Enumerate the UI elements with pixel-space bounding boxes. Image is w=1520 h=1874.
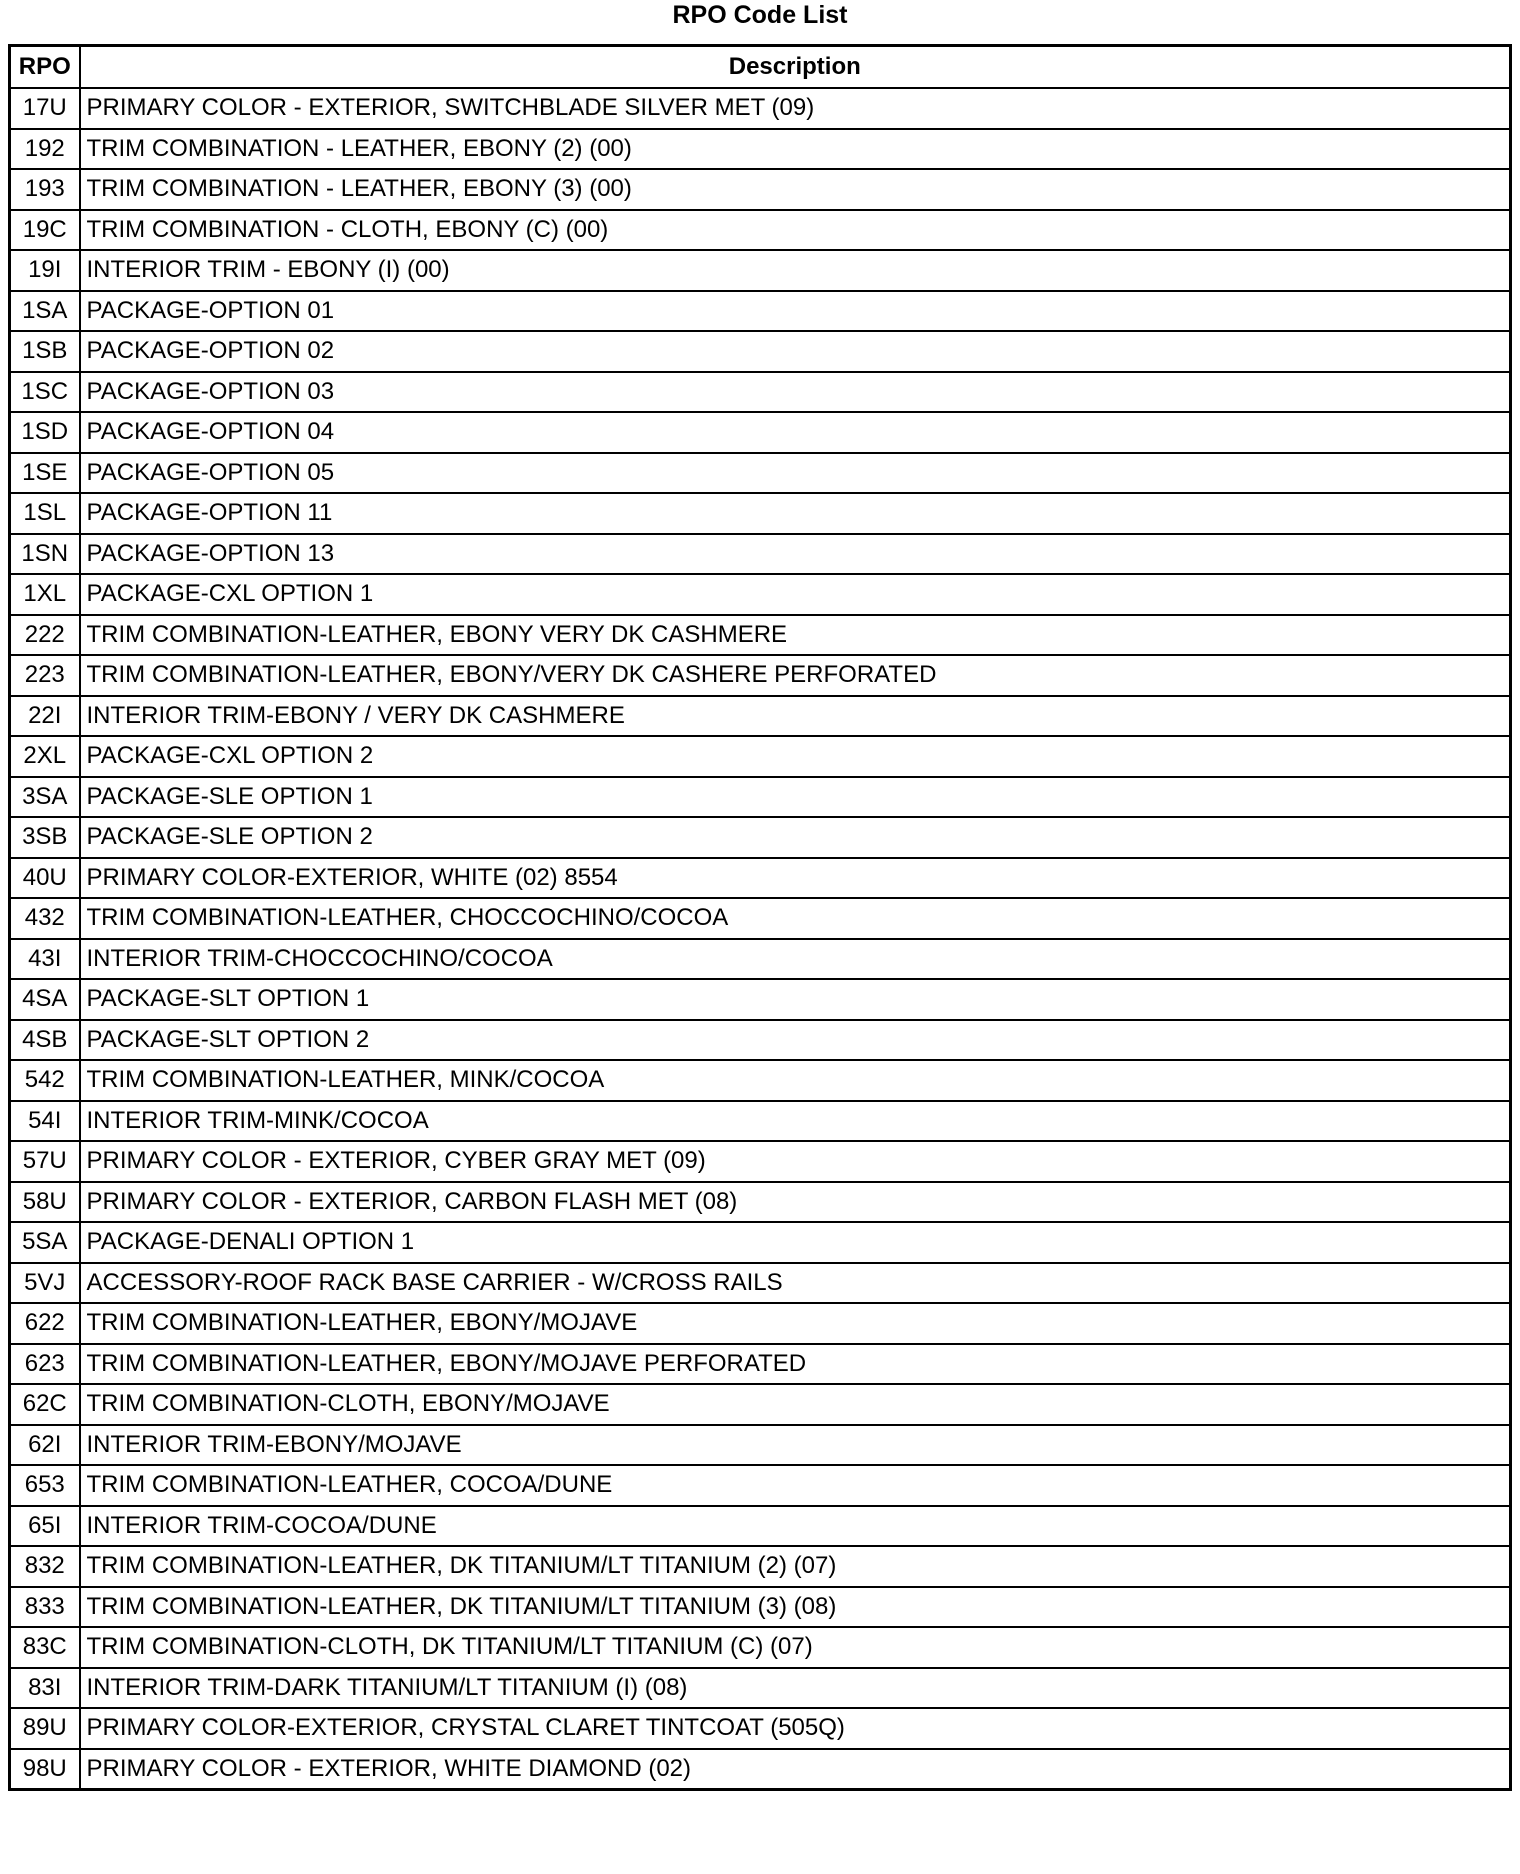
- table-row: [10, 1506, 1511, 1547]
- table-row: [10, 291, 1511, 332]
- table-row: [10, 250, 1511, 291]
- description-cell: PACKAGE-OPTION 13: [80, 534, 1511, 575]
- table-row: [10, 939, 1511, 980]
- description-cell: TRIM COMBINATION-LEATHER, EBONY VERY DK CASHMERE: [80, 615, 1511, 656]
- rpo-code-cell: 222: [10, 615, 80, 656]
- description-cell: PACKAGE-SLT OPTION 2: [80, 1020, 1511, 1061]
- table-row: [10, 817, 1511, 858]
- rpo-code-cell: 193: [10, 169, 80, 210]
- table-row: [10, 1141, 1511, 1182]
- rpo-code-cell: 4SA: [10, 979, 80, 1020]
- description-cell: PACKAGE-SLE OPTION 1: [80, 777, 1511, 818]
- rpo-code-cell: 653: [10, 1465, 80, 1506]
- description-cell: TRIM COMBINATION-LEATHER, EBONY/MOJAVE PERFORATED: [80, 1344, 1511, 1385]
- description-cell: ACCESSORY-ROOF RACK BASE CARRIER - W/CROSS RAILS: [80, 1263, 1511, 1304]
- rpo-code-cell: 1SC: [10, 372, 80, 413]
- table-row: [10, 1465, 1511, 1506]
- rpo-code-cell: 40U: [10, 858, 80, 899]
- table-row: [10, 1749, 1511, 1790]
- table-row: [10, 453, 1511, 494]
- description-cell: PACKAGE-SLE OPTION 2: [80, 817, 1511, 858]
- table-row: [10, 1344, 1511, 1385]
- page-title: RPO Code List: [672, 1, 848, 29]
- rpo-code-cell: 22I: [10, 696, 80, 737]
- rpo-code-cell: 65I: [10, 1506, 80, 1547]
- rpo-code-table: [8, 44, 1512, 1791]
- column-header-description: Description: [80, 46, 1511, 89]
- description-cell: PRIMARY COLOR - EXTERIOR, CYBER GRAY MET (09): [80, 1141, 1511, 1182]
- table-row: [10, 1668, 1511, 1709]
- table-row: [10, 129, 1511, 170]
- description-cell: INTERIOR TRIM-CHOCCOCHINO/COCOA: [80, 939, 1511, 980]
- table-row: [10, 777, 1511, 818]
- description-cell: TRIM COMBINATION-LEATHER, EBONY/MOJAVE: [80, 1303, 1511, 1344]
- rpo-code-cell: 542: [10, 1060, 80, 1101]
- table-row: [10, 736, 1511, 777]
- rpo-code-cell: 1XL: [10, 574, 80, 615]
- description-cell: PACKAGE-OPTION 05: [80, 453, 1511, 494]
- table-row: [10, 1101, 1511, 1142]
- rpo-code-cell: 19C: [10, 210, 80, 251]
- rpo-code-cell: 5VJ: [10, 1263, 80, 1304]
- table-row: [10, 412, 1511, 453]
- description-cell: TRIM COMBINATION-LEATHER, COCOA/DUNE: [80, 1465, 1511, 1506]
- rpo-code-cell: 3SB: [10, 817, 80, 858]
- rpo-code-cell: 192: [10, 129, 80, 170]
- description-cell: INTERIOR TRIM-DARK TITANIUM/LT TITANIUM (I) (08): [80, 1668, 1511, 1709]
- table-row: [10, 858, 1511, 899]
- description-cell: TRIM COMBINATION-LEATHER, DK TITANIUM/LT TITANIUM (2) (07): [80, 1546, 1511, 1587]
- rpo-code-cell: 1SL: [10, 493, 80, 534]
- rpo-code-cell: 19I: [10, 250, 80, 291]
- rpo-code-cell: 83C: [10, 1627, 80, 1668]
- description-cell: TRIM COMBINATION - LEATHER, EBONY (2) (00): [80, 129, 1511, 170]
- description-cell: PACKAGE-CXL OPTION 1: [80, 574, 1511, 615]
- rpo-code-cell: 43I: [10, 939, 80, 980]
- table-row: [10, 615, 1511, 656]
- description-cell: PACKAGE-DENALI OPTION 1: [80, 1222, 1511, 1263]
- description-cell: INTERIOR TRIM-EBONY/MOJAVE: [80, 1425, 1511, 1466]
- table-row: [10, 88, 1511, 129]
- table-row: [10, 1587, 1511, 1628]
- rpo-code-cell: 223: [10, 655, 80, 696]
- description-cell: PRIMARY COLOR - EXTERIOR, CARBON FLASH MET (08): [80, 1182, 1511, 1223]
- table-header-row: [10, 46, 1511, 89]
- description-cell: PACKAGE-OPTION 02: [80, 331, 1511, 372]
- description-cell: INTERIOR TRIM - EBONY (I) (00): [80, 250, 1511, 291]
- table-row: [10, 493, 1511, 534]
- rpo-code-cell: 98U: [10, 1749, 80, 1790]
- rpo-code-cell: 622: [10, 1303, 80, 1344]
- rpo-code-cell: 57U: [10, 1141, 80, 1182]
- table-row: [10, 169, 1511, 210]
- table-row: [10, 979, 1511, 1020]
- rpo-code-cell: 62C: [10, 1384, 80, 1425]
- column-header-rpo: RPO: [10, 46, 80, 89]
- description-cell: PACKAGE-OPTION 04: [80, 412, 1511, 453]
- rpo-code-cell: 833: [10, 1587, 80, 1628]
- table-row: [10, 1020, 1511, 1061]
- table-row: [10, 1060, 1511, 1101]
- description-cell: TRIM COMBINATION - LEATHER, EBONY (3) (00): [80, 169, 1511, 210]
- table-row: [10, 1708, 1511, 1749]
- description-cell: INTERIOR TRIM-MINK/COCOA: [80, 1101, 1511, 1142]
- description-cell: PRIMARY COLOR - EXTERIOR, SWITCHBLADE SILVER MET (09): [80, 88, 1511, 129]
- rpo-code-cell: 623: [10, 1344, 80, 1385]
- rpo-code-cell: 58U: [10, 1182, 80, 1223]
- rpo-code-cell: 1SD: [10, 412, 80, 453]
- table-body: [10, 88, 1511, 1790]
- description-cell: TRIM COMBINATION-LEATHER, MINK/COCOA: [80, 1060, 1511, 1101]
- description-cell: TRIM COMBINATION-LEATHER, EBONY/VERY DK CASHERE PERFORATED: [80, 655, 1511, 696]
- table-row: [10, 210, 1511, 251]
- rpo-code-cell: 1SB: [10, 331, 80, 372]
- table-row: [10, 1263, 1511, 1304]
- table-row: [10, 1425, 1511, 1466]
- rpo-code-cell: 83I: [10, 1668, 80, 1709]
- table-row: [10, 898, 1511, 939]
- description-cell: PRIMARY COLOR-EXTERIOR, CRYSTAL CLARET TINTCOAT (505Q): [80, 1708, 1511, 1749]
- table-row: [10, 574, 1511, 615]
- description-cell: PRIMARY COLOR - EXTERIOR, WHITE DIAMOND (02): [80, 1749, 1511, 1790]
- table-row: [10, 655, 1511, 696]
- rpo-code-cell: 1SA: [10, 291, 80, 332]
- rpo-code-cell: 54I: [10, 1101, 80, 1142]
- description-cell: TRIM COMBINATION-CLOTH, EBONY/MOJAVE: [80, 1384, 1511, 1425]
- table-row: [10, 1627, 1511, 1668]
- table-row: [10, 331, 1511, 372]
- rpo-code-cell: 1SN: [10, 534, 80, 575]
- rpo-code-cell: 2XL: [10, 736, 80, 777]
- description-cell: INTERIOR TRIM-COCOA/DUNE: [80, 1506, 1511, 1547]
- table-row: [10, 1546, 1511, 1587]
- description-cell: TRIM COMBINATION-LEATHER, DK TITANIUM/LT TITANIUM (3) (08): [80, 1587, 1511, 1628]
- description-cell: PACKAGE-OPTION 01: [80, 291, 1511, 332]
- rpo-code-cell: 89U: [10, 1708, 80, 1749]
- description-cell: PRIMARY COLOR-EXTERIOR, WHITE (02) 8554: [80, 858, 1511, 899]
- rpo-code-cell: 5SA: [10, 1222, 80, 1263]
- rpo-code-cell: 432: [10, 898, 80, 939]
- table-row: [10, 1222, 1511, 1263]
- description-cell: PACKAGE-OPTION 11: [80, 493, 1511, 534]
- description-cell: PACKAGE-OPTION 03: [80, 372, 1511, 413]
- description-cell: INTERIOR TRIM-EBONY / VERY DK CASHMERE: [80, 696, 1511, 737]
- description-cell: TRIM COMBINATION - CLOTH, EBONY (C) (00): [80, 210, 1511, 251]
- rpo-code-cell: 1SE: [10, 453, 80, 494]
- table-row: [10, 534, 1511, 575]
- description-cell: PACKAGE-SLT OPTION 1: [80, 979, 1511, 1020]
- table-row: [10, 1384, 1511, 1425]
- table-row: [10, 372, 1511, 413]
- table-row: [10, 696, 1511, 737]
- rpo-code-cell: 4SB: [10, 1020, 80, 1061]
- rpo-code-cell: 832: [10, 1546, 80, 1587]
- rpo-code-cell: 17U: [10, 88, 80, 129]
- description-cell: PACKAGE-CXL OPTION 2: [80, 736, 1511, 777]
- table-row: [10, 1303, 1511, 1344]
- rpo-code-cell: 3SA: [10, 777, 80, 818]
- description-cell: TRIM COMBINATION-CLOTH, DK TITANIUM/LT TITANIUM (C) (07): [80, 1627, 1511, 1668]
- description-cell: TRIM COMBINATION-LEATHER, CHOCCOCHINO/COCOA: [80, 898, 1511, 939]
- rpo-code-cell: 62I: [10, 1425, 80, 1466]
- table-row: [10, 1182, 1511, 1223]
